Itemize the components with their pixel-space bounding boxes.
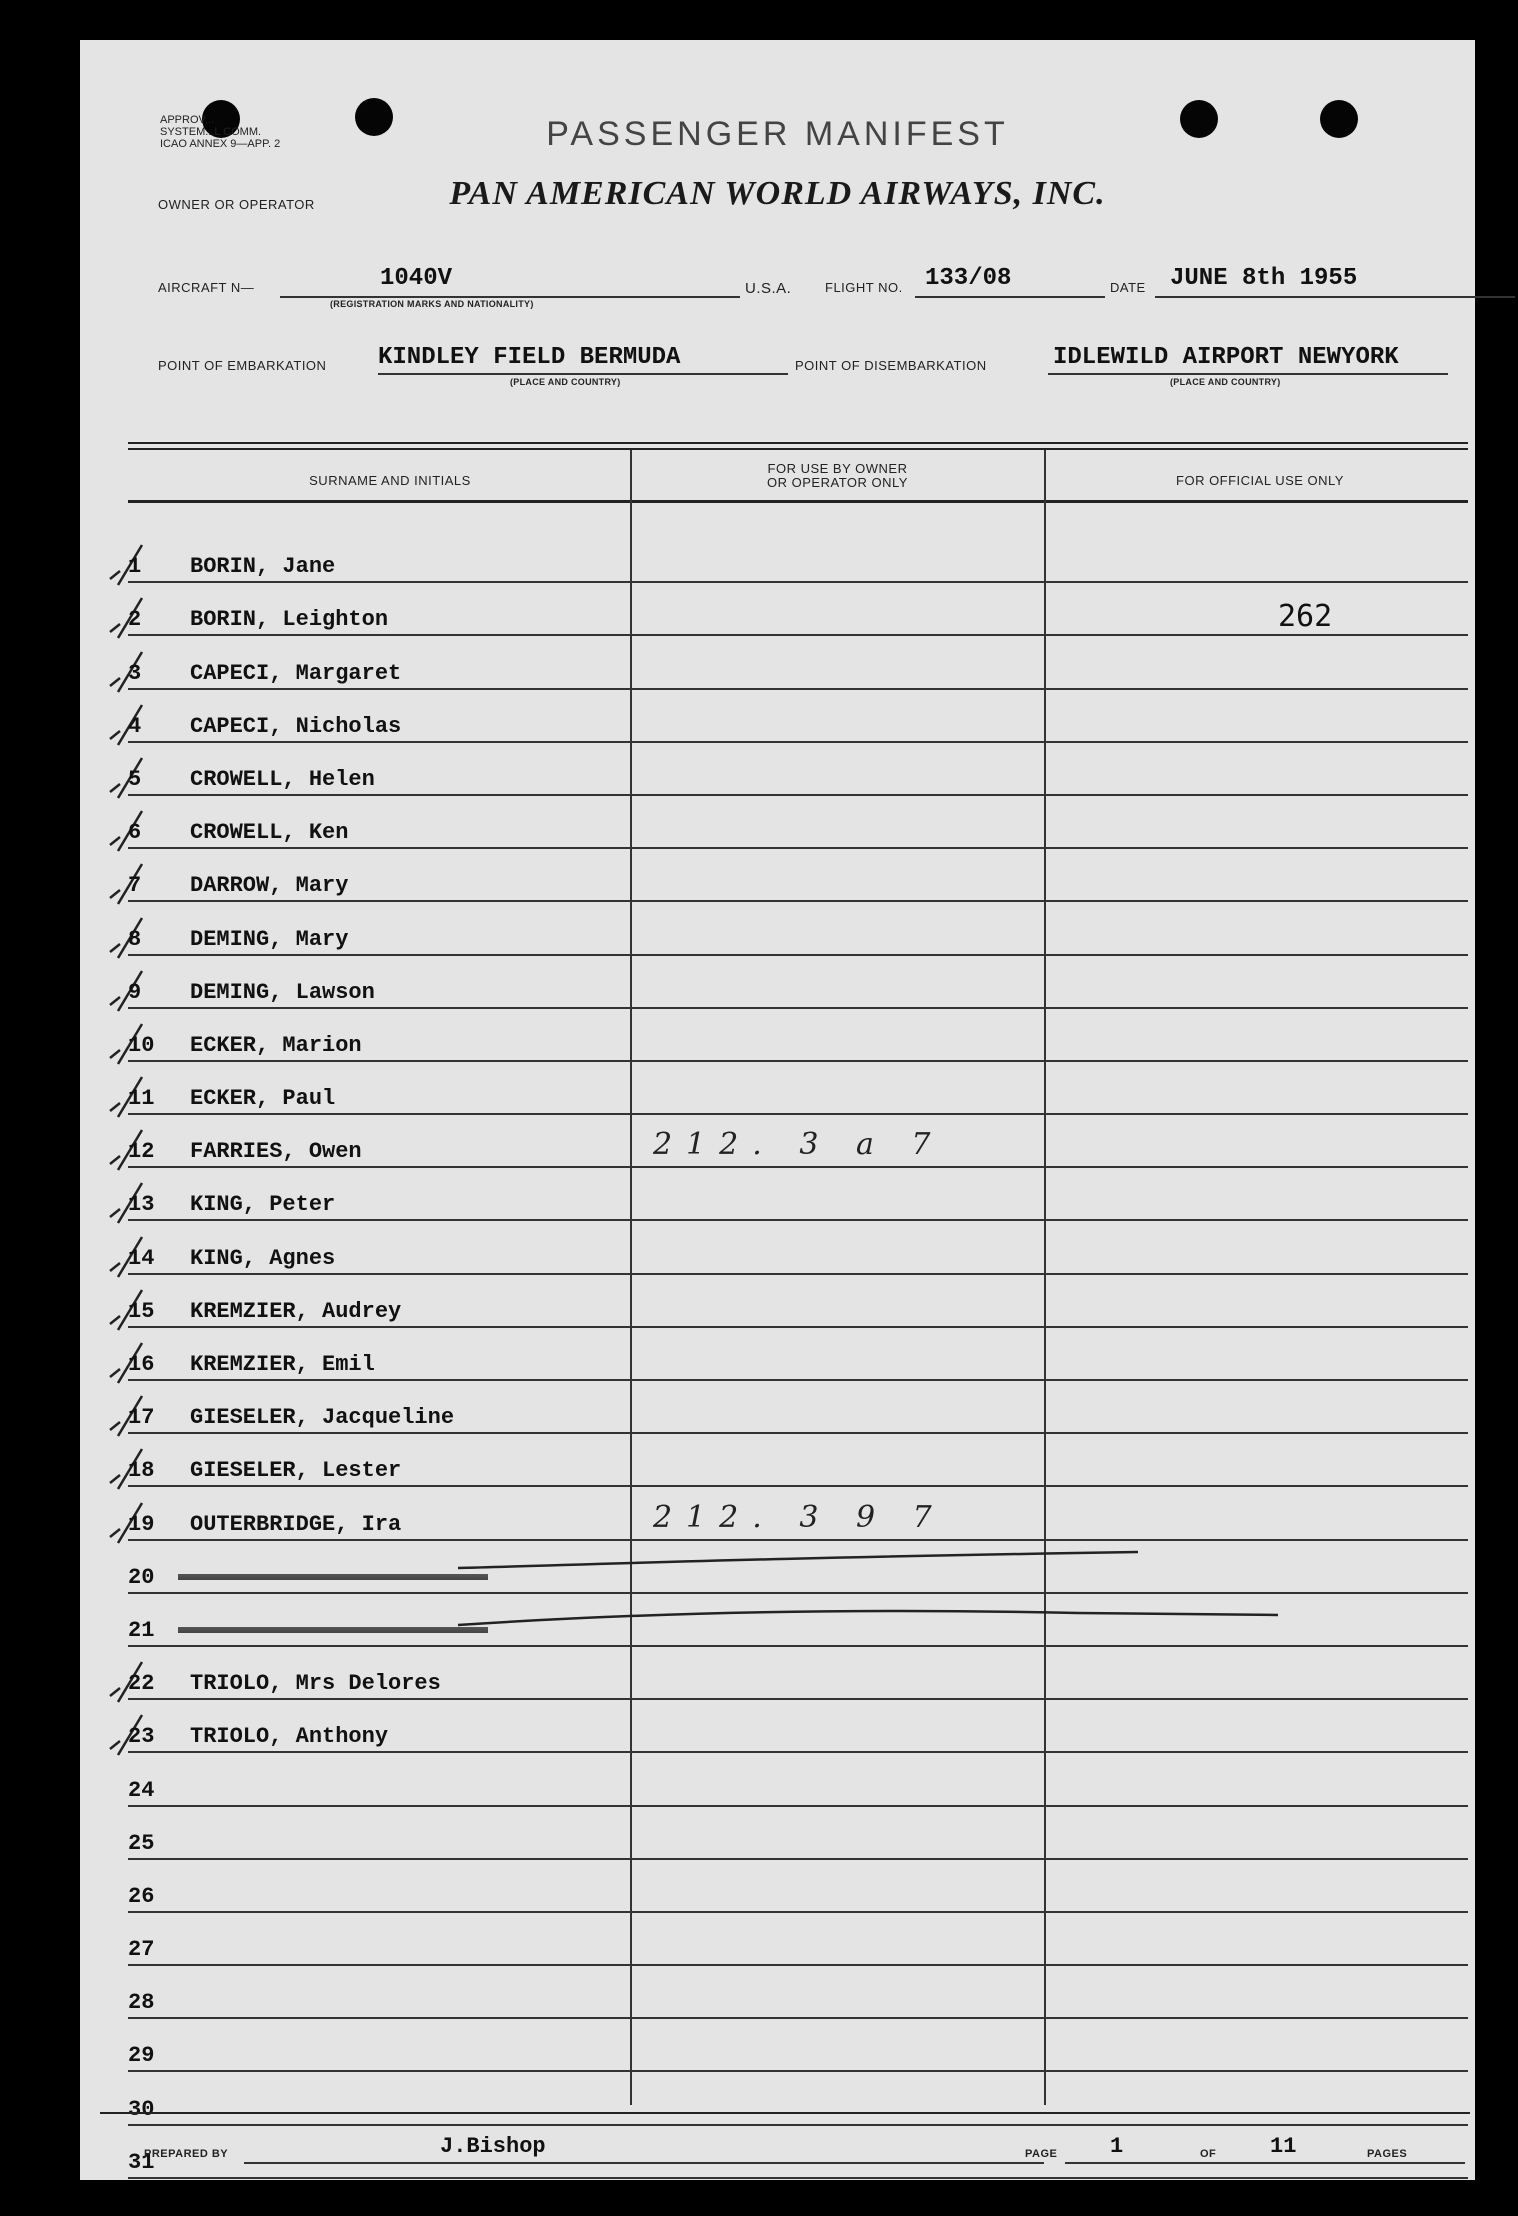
passenger-row bbox=[128, 1594, 1468, 1647]
passenger-name: TRIOLO, Anthony bbox=[190, 1724, 389, 1750]
row-number: 4 bbox=[128, 713, 142, 739]
passenger-name: TRIOLO, Mrs Delores bbox=[190, 1671, 441, 1697]
of-value: 11 bbox=[1270, 2134, 1297, 2159]
disembark-label: POINT OF DISEMBARKATION bbox=[795, 358, 987, 373]
of-label: OF bbox=[1200, 2148, 1217, 2160]
date-label: DATE bbox=[1110, 280, 1146, 295]
embark-value: KINDLEY FIELD BERMUDA bbox=[378, 344, 681, 371]
passenger-name: CROWELL, Helen bbox=[190, 766, 375, 792]
surname-column-header: SURNAME AND INITIALS bbox=[309, 473, 471, 488]
passenger-row bbox=[128, 1807, 1468, 1860]
passenger-row bbox=[128, 636, 1468, 689]
passenger-name: KREMZIER, Audrey bbox=[190, 1298, 402, 1324]
passenger-row bbox=[128, 2126, 1468, 2179]
prepared-label: PREPARED BY bbox=[144, 2148, 229, 2160]
passenger-row bbox=[128, 1275, 1468, 1328]
row-number: 15 bbox=[128, 1298, 155, 1324]
passenger-row bbox=[128, 1860, 1468, 1913]
passenger-row bbox=[128, 743, 1468, 796]
passenger-row bbox=[128, 1434, 1468, 1487]
date-value: JUNE 8th 1955 bbox=[1170, 265, 1358, 292]
passenger-name: KREMZIER, Emil bbox=[190, 1352, 375, 1377]
passenger-row bbox=[128, 1168, 1468, 1221]
row-number: 12 bbox=[128, 1139, 155, 1165]
passenger-row bbox=[128, 690, 1468, 743]
row-number: 13 bbox=[128, 1192, 155, 1218]
passenger-name: DARROW, Mary bbox=[190, 873, 349, 899]
passenger-name: DEMING, Mary bbox=[190, 926, 349, 952]
row-number: 22 bbox=[128, 1671, 155, 1697]
disembark-value: IDLEWILD AIRPORT NEWYORK bbox=[1053, 344, 1399, 371]
flight-label: FLIGHT NO. bbox=[825, 280, 903, 295]
pages-label: PAGES bbox=[1367, 2148, 1408, 2160]
row-number: 21 bbox=[128, 1617, 155, 1643]
footer-rule bbox=[100, 2112, 1470, 2114]
passenger-row bbox=[128, 2019, 1468, 2072]
row-number: 19 bbox=[128, 1511, 155, 1537]
row-number: 17 bbox=[128, 1405, 155, 1431]
aircraft-underline bbox=[280, 296, 740, 298]
passenger-row bbox=[128, 849, 1468, 902]
row-number: 25 bbox=[128, 1830, 155, 1856]
passenger-list bbox=[128, 530, 1468, 2179]
form-title: PASSENGER MANIFEST bbox=[546, 115, 1009, 153]
struck-out-entry bbox=[178, 1623, 488, 1637]
approval-line: APPROV... bbox=[160, 114, 215, 126]
row-number: 5 bbox=[128, 766, 142, 792]
table-top-rule bbox=[128, 442, 1468, 444]
passenger-name: FARRIES, Owen bbox=[190, 1139, 362, 1165]
passenger-row bbox=[128, 1647, 1468, 1700]
passenger-name: CAPECI, Nicholas bbox=[190, 713, 402, 739]
approval-line: ICAO ANNEX 9—APP. 2 bbox=[160, 138, 281, 150]
official-column-header: FOR OFFICIAL USE ONLY bbox=[1176, 473, 1344, 488]
flight-underline bbox=[915, 296, 1105, 298]
passenger-name: DEMING, Lawson bbox=[190, 979, 375, 1005]
official-entry: 262 bbox=[1278, 599, 1333, 635]
passenger-name: GIESELER, Jacqueline bbox=[190, 1405, 455, 1431]
passenger-name: KING, Peter bbox=[190, 1192, 336, 1218]
row-number: 18 bbox=[128, 1458, 155, 1484]
passenger-row bbox=[128, 530, 1468, 583]
owner-entry: 212. 3 a 7 bbox=[653, 1127, 945, 1163]
approval-line: SYSTEM...L COMM. bbox=[160, 126, 262, 138]
strike-line bbox=[458, 1605, 460, 1645]
page-value: 1 bbox=[1110, 2134, 1124, 2159]
row-number: 11 bbox=[128, 1086, 155, 1112]
usa-label: U.S.A. bbox=[745, 280, 792, 297]
passenger-name: OUTERBRIDGE, Ira bbox=[190, 1511, 402, 1537]
passenger-row bbox=[128, 1009, 1468, 1062]
owner-value: PAN AMERICAN WORLD AIRWAYS, INC. bbox=[449, 175, 1106, 212]
row-number: 31 bbox=[128, 2149, 155, 2175]
manifest-sheet bbox=[80, 40, 1475, 2180]
passenger-name: BORIN, Leighton bbox=[190, 607, 389, 633]
row-number: 23 bbox=[128, 1724, 155, 1750]
row-number: 16 bbox=[128, 1352, 155, 1377]
strike-line bbox=[458, 1552, 460, 1592]
row-number: 6 bbox=[128, 820, 142, 846]
table-top-rule bbox=[128, 448, 1468, 450]
passenger-name: ECKER, Paul bbox=[190, 1086, 336, 1112]
prepared-value: J.Bishop bbox=[440, 2134, 546, 2159]
passenger-name: CAPECI, Margaret bbox=[190, 660, 402, 686]
passenger-name: ECKER, Marion bbox=[190, 1032, 362, 1058]
aircraft-sub: (REGISTRATION MARKS AND NATIONALITY) bbox=[330, 299, 534, 309]
passenger-row bbox=[128, 1913, 1468, 1966]
row-number: 29 bbox=[128, 2043, 155, 2069]
passenger-row bbox=[128, 1115, 1468, 1168]
passenger-name: BORIN, Jane bbox=[190, 554, 336, 580]
passenger-row bbox=[128, 1328, 1468, 1381]
struck-out-entry bbox=[178, 1570, 488, 1584]
disembark-underline bbox=[1048, 373, 1448, 375]
row-number: 24 bbox=[128, 1777, 155, 1803]
row-number: 2 bbox=[128, 607, 142, 633]
owner-column-header bbox=[635, 462, 1040, 490]
passenger-row bbox=[128, 796, 1468, 849]
passenger-row bbox=[128, 1541, 1468, 1594]
aircraft-value: 1040V bbox=[380, 265, 453, 292]
page-underline bbox=[1065, 2162, 1465, 2164]
row-number: 20 bbox=[128, 1564, 155, 1590]
row-number: 28 bbox=[128, 1990, 155, 2016]
passenger-name: CROWELL, Ken bbox=[190, 820, 349, 846]
owner-entry: 212. 3 9 7 bbox=[653, 1499, 946, 1535]
row-number: 26 bbox=[128, 1883, 155, 1909]
row-number: 7 bbox=[128, 873, 142, 899]
embark-underline bbox=[378, 373, 788, 375]
passenger-row bbox=[128, 1487, 1468, 1540]
embark-label: POINT OF EMBARKATION bbox=[158, 358, 327, 373]
passenger-row bbox=[128, 1700, 1468, 1753]
disembark-sub: (PLACE AND COUNTRY) bbox=[1170, 377, 1281, 387]
row-number: 8 bbox=[128, 926, 142, 952]
row-number: 14 bbox=[128, 1245, 155, 1271]
table-header-rule bbox=[128, 500, 1468, 503]
passenger-row bbox=[128, 1753, 1468, 1806]
aircraft-label: AIRCRAFT N— bbox=[158, 280, 255, 295]
row-number: 27 bbox=[128, 1937, 155, 1963]
owner-label: OWNER OR OPERATOR bbox=[158, 197, 315, 212]
row-number: 3 bbox=[128, 660, 142, 686]
passenger-row bbox=[128, 1381, 1468, 1434]
passenger-row bbox=[128, 956, 1468, 1009]
page-label: PAGE bbox=[1025, 2148, 1058, 2160]
passenger-row bbox=[128, 1062, 1468, 1115]
owner-column-header-line: FOR USE BY OWNER bbox=[767, 461, 908, 476]
owner-column-header-line: OR OPERATOR ONLY bbox=[767, 475, 908, 490]
passenger-name: GIESELER, Lester bbox=[190, 1458, 402, 1484]
passenger-row bbox=[128, 2072, 1468, 2125]
prepared-underline bbox=[244, 2162, 1044, 2164]
passenger-row bbox=[128, 1966, 1468, 2019]
flight-value: 133/08 bbox=[925, 265, 1012, 292]
row-number: 1 bbox=[128, 554, 142, 580]
passenger-name: KING, Agnes bbox=[190, 1245, 336, 1271]
row-number: 10 bbox=[128, 1032, 155, 1058]
passenger-row bbox=[128, 902, 1468, 955]
row-number: 30 bbox=[128, 2096, 155, 2122]
passenger-row bbox=[128, 1221, 1468, 1274]
date-underline bbox=[1155, 296, 1515, 298]
passenger-row bbox=[128, 583, 1468, 636]
embark-sub: (PLACE AND COUNTRY) bbox=[510, 377, 621, 387]
row-number: 9 bbox=[128, 979, 142, 1005]
